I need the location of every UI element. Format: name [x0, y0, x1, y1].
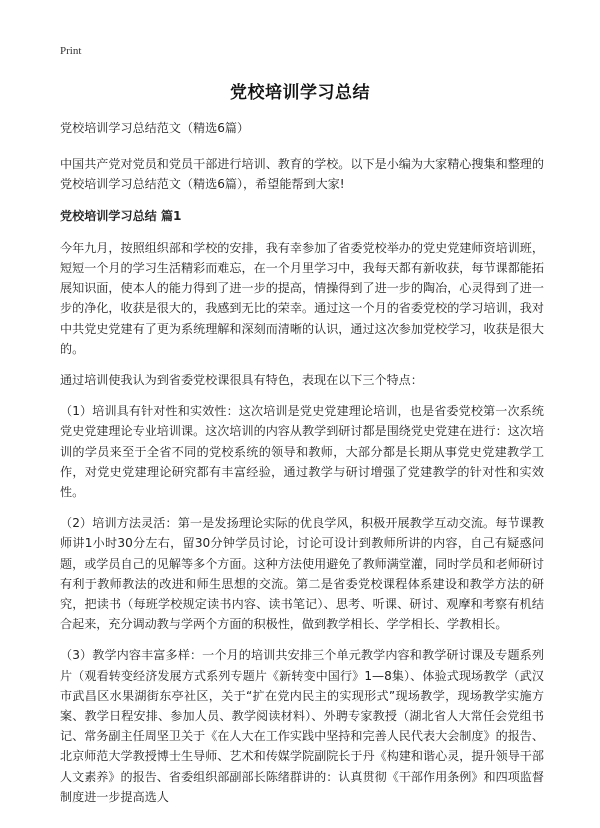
intro-paragraph: 中国共产党对党员和党员干部进行培训、教育的学校。以下是小编为大家精心搜集和整理的党校培训学习总结范文（精选6篇），希望能帮到大家! [60, 157, 544, 192]
document-title: 党校培训学习总结 [230, 83, 370, 103]
body-paragraph-1: 今年九月，按照组织部和学校的安排，我有幸参加了省委党校举办的党史党建师资培训班，短短一个月的学习生活精彩而难忘，在一个月里学习中，我每天都有新收获，每节课都能拓展知识面，使本人的能力得到了进一步的提高，情操得到了进一步的陶冶，心灵得到了进一步的净化，收获是很大的，我感到无比的荣幸。通过这一个月的省委党校的学习培训，我对中共党史党建有了更为系统理解和深刻而清晰的认识，通过这次参加党校学习，收获是很大的。 [60, 240, 544, 356]
body-paragraph-5: （3）教学内容丰富多样：一个月的培训共安排三个单元教学内容和教学研讨课及专题系列片（观看转变经济发展方式系列专题片《新转变中国行》1—8集）、体验式现场教学（武汉市武昌区水果湖街东亭社区，关于“扩在党内民主的实现形式”现场教学，现场教学实施方案、教学日程安排、参加人员、教学阅读材料）、外聘专家教授（湖北省人大常任会党组书记、常务副主任周坚卫关于《在人大在工作实践中坚持和完善人民代表大会制度》的报告、北京师范大学教授博士生导师、艺术和传媒学院副院长于丹《构建和谐心灵，提升领导干部人文素养》的报告、省委组织部副部长陈绪群讲的：认真贯彻《干部作用条例》和四项监督制度进一步提高选人 [60, 648, 544, 804]
body-paragraph-4: （2）培训方法灵活：第一是发扬理论实际的优良学风，积极开展教学互动交流。每节课教师讲1小时30分左右，留30分钟学员讨论，讨论可设计到教师所讲的内容，自己有疑惑问题，或学员自己的见解等多个方面。这种方法使用避免了教师满堂灌，同时学员和老师研讨有利于教师教法的改进和师生思想的交流。第二是省委党校课程体系建设和教学方法的研究，把读书（每班学校规定读书内容、读书笔记）、思考、听课、研讨、观摩和考察有机结合起来，充分调动教与学两个方面的积极性，做到教学相长、学学相长、学教相长。 [60, 516, 544, 632]
section-heading: 党校培训学习总结 篇1 [60, 208, 182, 223]
document-body [60, 118, 544, 818]
print-label[interactable]: Print [60, 45, 82, 57]
body-paragraph-2: 通过培训使我认为到省委党校课很具有特色，表现在以下三个特点： [60, 373, 423, 388]
body-paragraph-3: （1）培训具有针对性和实效性：这次培训是党史党建理论培训，也是省委党校第一次系统党史党建理论专业培训课。这次培训的内容从教学到研讨都是围绕党史党建在进行：这次培训的学员来至于全省不同的党校系统的领导和教师，大部分都是长期从事党史党建教学工作，对党史党建理论研究都有丰富经验，通过教学与研讨增强了党建教学的针对性和实效性。 [60, 404, 544, 500]
document-subtitle: 党校培训学习总结范文（精选6篇） [60, 121, 250, 135]
